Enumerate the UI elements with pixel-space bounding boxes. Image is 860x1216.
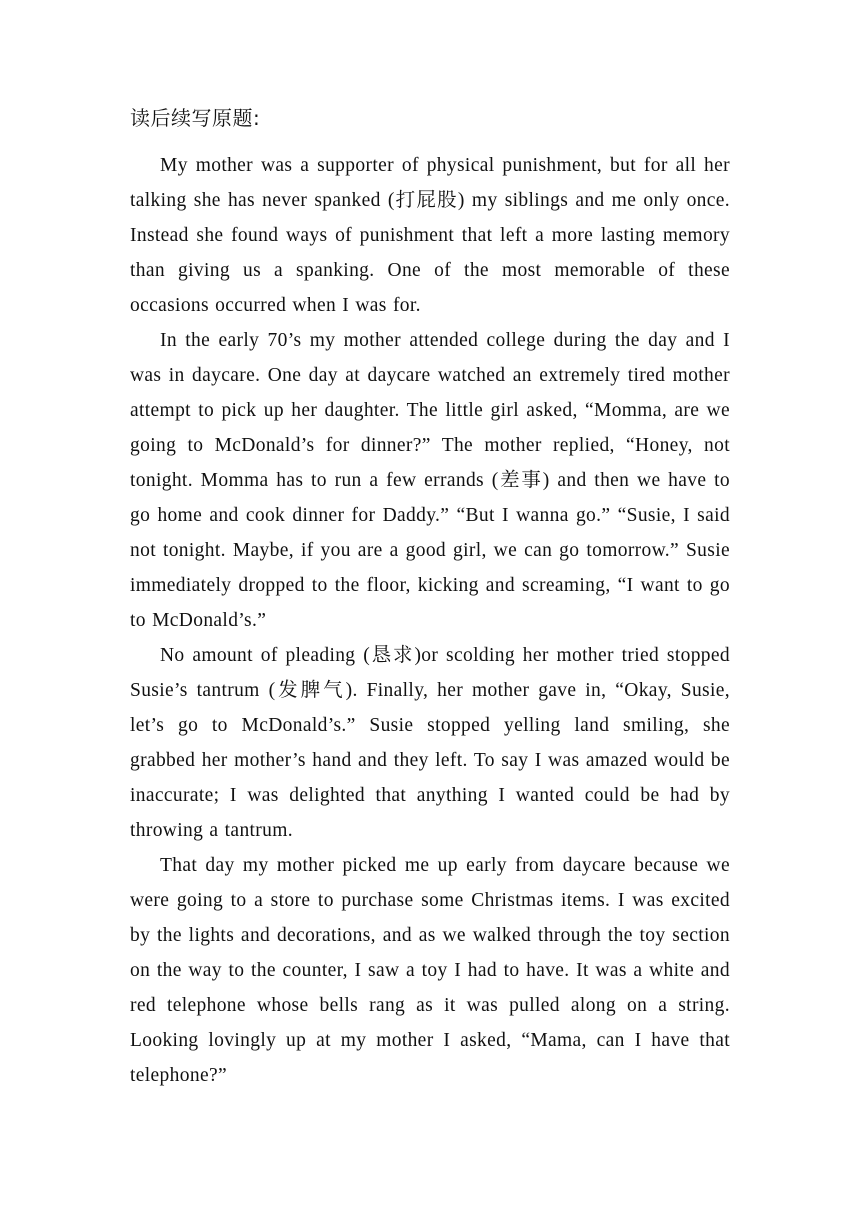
document-page — [130, 104, 730, 1093]
page-heading: 读后续写原题: — [130, 106, 261, 130]
paragraph-2: In the early 70’s my mother attended college during the day and I was in daycare. One day at daycare watched an extremely tired mother attempt to pick up her daughter. The little girl asked, “Momma, are we going to McDonald’s for dinner?” The mother replied, “Honey, not tonight. Momma has to run a few errands (差事) and then we have to go home and cook dinner for Daddy.” “But I wanna go.” “Susie, I said not tonight. Maybe, if you are a good girl, we can go tomorrow.” Susie immediately dropped to the floor, kicking and screaming, “I want to go to McDonald’s.” — [130, 330, 730, 631]
paragraph-1: My mother was a supporter of physical punishment, but for all her talking she has never spanked (打屁股) my siblings and me only once. Instead she found ways of punishment that left a more lasting memory than giving us a spanking. One of the most memorable of these occasions occurred when I was for. — [130, 155, 730, 316]
paragraph-4: That day my mother picked me up early from daycare because we were going to a store to purchase some Christmas items. I was excited by the lights and decorations, and as we walked through the toy section on the way to the counter, I saw a toy I had to have. It was a white and red telephone whose bells rang as it was pulled along on a string. Looking lovingly up at my mother I asked, “Mama, can I have that telephone?” — [130, 855, 730, 1086]
paragraph-3: No amount of pleading (恳求)or scolding her mother tried stopped Susie’s tantrum (发脾气). Finally, her mother gave in, “Okay, Susie, let’s go to McDonald’s.” Susie stopped yelling land smiling, she grabbed her mother’s hand and they left. To say I was amazed would be inaccurate; I was delighted that anything I wanted could be had by throwing a tantrum. — [130, 645, 730, 841]
